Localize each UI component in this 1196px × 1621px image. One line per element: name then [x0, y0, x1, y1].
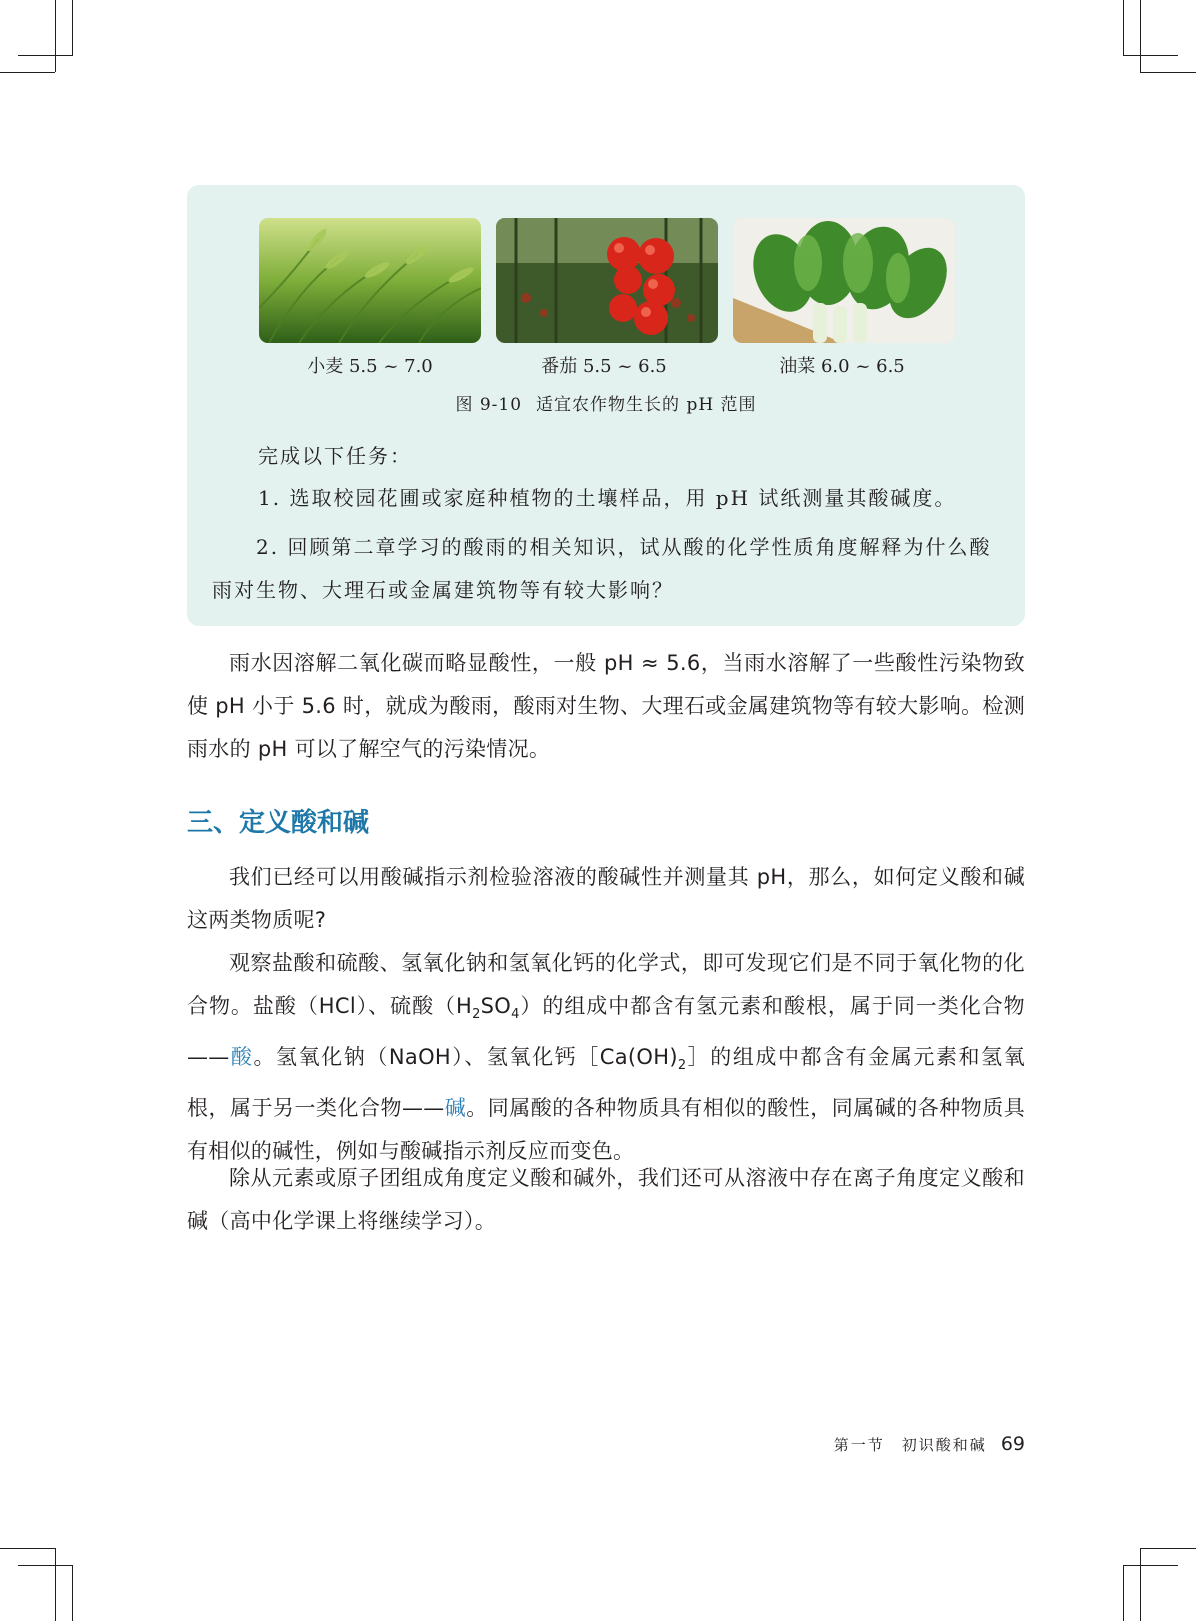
- definition-text: ］的组成中都含有金属元素和氢氧根，属于另一类化合物——: [187, 1045, 1025, 1121]
- page-number: 69: [1000, 1433, 1025, 1455]
- tomato-caption: 番茄 5.5 ~ 6.5: [541, 356, 667, 377]
- crop-mark: [72, 0, 73, 55]
- task-intro: 完成以下任务：: [258, 444, 412, 468]
- subscript: 2: [472, 1007, 481, 1023]
- crop-mark: [55, 0, 56, 72]
- acid-rain-paragraph: 雨水因溶解二氧化碳而略显酸性，一般 pH ≈ 5.6，当雨水溶解了一些酸性污染物致使 pH 小于 5.6 时，就成为酸雨，酸雨对生物、大理石或金属建筑物等有较大影响。检测雨水的 pH 可以了解空气的污染情况。: [187, 651, 1025, 761]
- ion-paragraph: 除从元素或原子团组成角度定义酸和碱外，我们还可从溶液中存在离子角度定义酸和碱（高中化学课上将继续学习）。: [187, 1166, 1025, 1233]
- crop-mark: [18, 55, 73, 56]
- crop-mark: [1140, 1548, 1141, 1621]
- crop-mark: [1140, 1548, 1196, 1549]
- subscript: 2: [677, 1058, 687, 1074]
- definition-text: ）的组成中都含有氢元素和酸根，属于同一类化合物——: [187, 994, 1025, 1070]
- crop-mark: [1140, 0, 1141, 72]
- definition-paragraph: [187, 942, 1025, 1173]
- crop-mark: [55, 1548, 56, 1621]
- wheat-caption: 小麦 5.5 ~ 7.0: [307, 356, 433, 377]
- section-heading: 三、定义酸和碱: [187, 808, 370, 838]
- intro-paragraph: 我们已经可以用酸碱指示剂检验溶液的酸碱性并测量其 pH，那么，如何定义酸和碱这两类物质呢?: [187, 865, 1025, 932]
- crop-mark: [1123, 1565, 1178, 1566]
- rapeseed-photo: [733, 218, 955, 343]
- wheat-photo: [259, 218, 481, 343]
- subscript: 4: [511, 1007, 520, 1023]
- crop-mark: [1140, 72, 1196, 73]
- tomato-photo: [496, 218, 718, 343]
- figure-title: 适宜农作物生长的 pH 范围: [536, 395, 757, 415]
- definition-text: 观察盐酸和硫酸、氢氧化钠和氢氧化钙的化学式，即可发现它们是不同于氧化物的化合物。盐酸（HCl）、硫酸（H: [187, 951, 1025, 1018]
- crop-mark: [18, 1565, 73, 1566]
- page-footer: [834, 1430, 1025, 1459]
- crop-mark: [0, 72, 55, 73]
- crop-mark: [0, 1548, 55, 1549]
- definition-text: 。同属酸的各种物质具有相似的酸性，同属碱的各种物质具有相似的碱性，例如与酸碱指示剂反应而变色。: [187, 1096, 1025, 1164]
- definition-text: SO: [480, 994, 512, 1018]
- rapeseed-caption: 油菜 6.0 ~ 6.5: [779, 356, 905, 377]
- crop-mark: [1123, 1565, 1124, 1621]
- footer-section: 第一节 初识酸和碱: [833, 1436, 987, 1454]
- task-item-1: 1. 选取校园花圃或家庭种植物的土壤样品，用 pH 试纸测量其酸碱度。: [258, 486, 957, 510]
- base-keyword: 碱: [444, 1096, 467, 1121]
- figure-caption: [187, 392, 1025, 418]
- crop-mark: [1123, 55, 1178, 56]
- acid-keyword: 酸: [229, 1045, 254, 1070]
- definition-text: 。氢氧化钠（NaOH）、氢氧化钙［Ca(OH): [253, 1045, 678, 1070]
- crop-mark: [72, 1565, 73, 1621]
- figure-label: 图 9-10: [455, 395, 523, 415]
- crop-mark: [1123, 0, 1124, 55]
- task-item-2: 2. 回顾第二章学习的酸雨的相关知识，试从酸的化学性质角度解释为什么酸雨对生物、大理石或金属建筑物等有较大影响？: [212, 535, 992, 602]
